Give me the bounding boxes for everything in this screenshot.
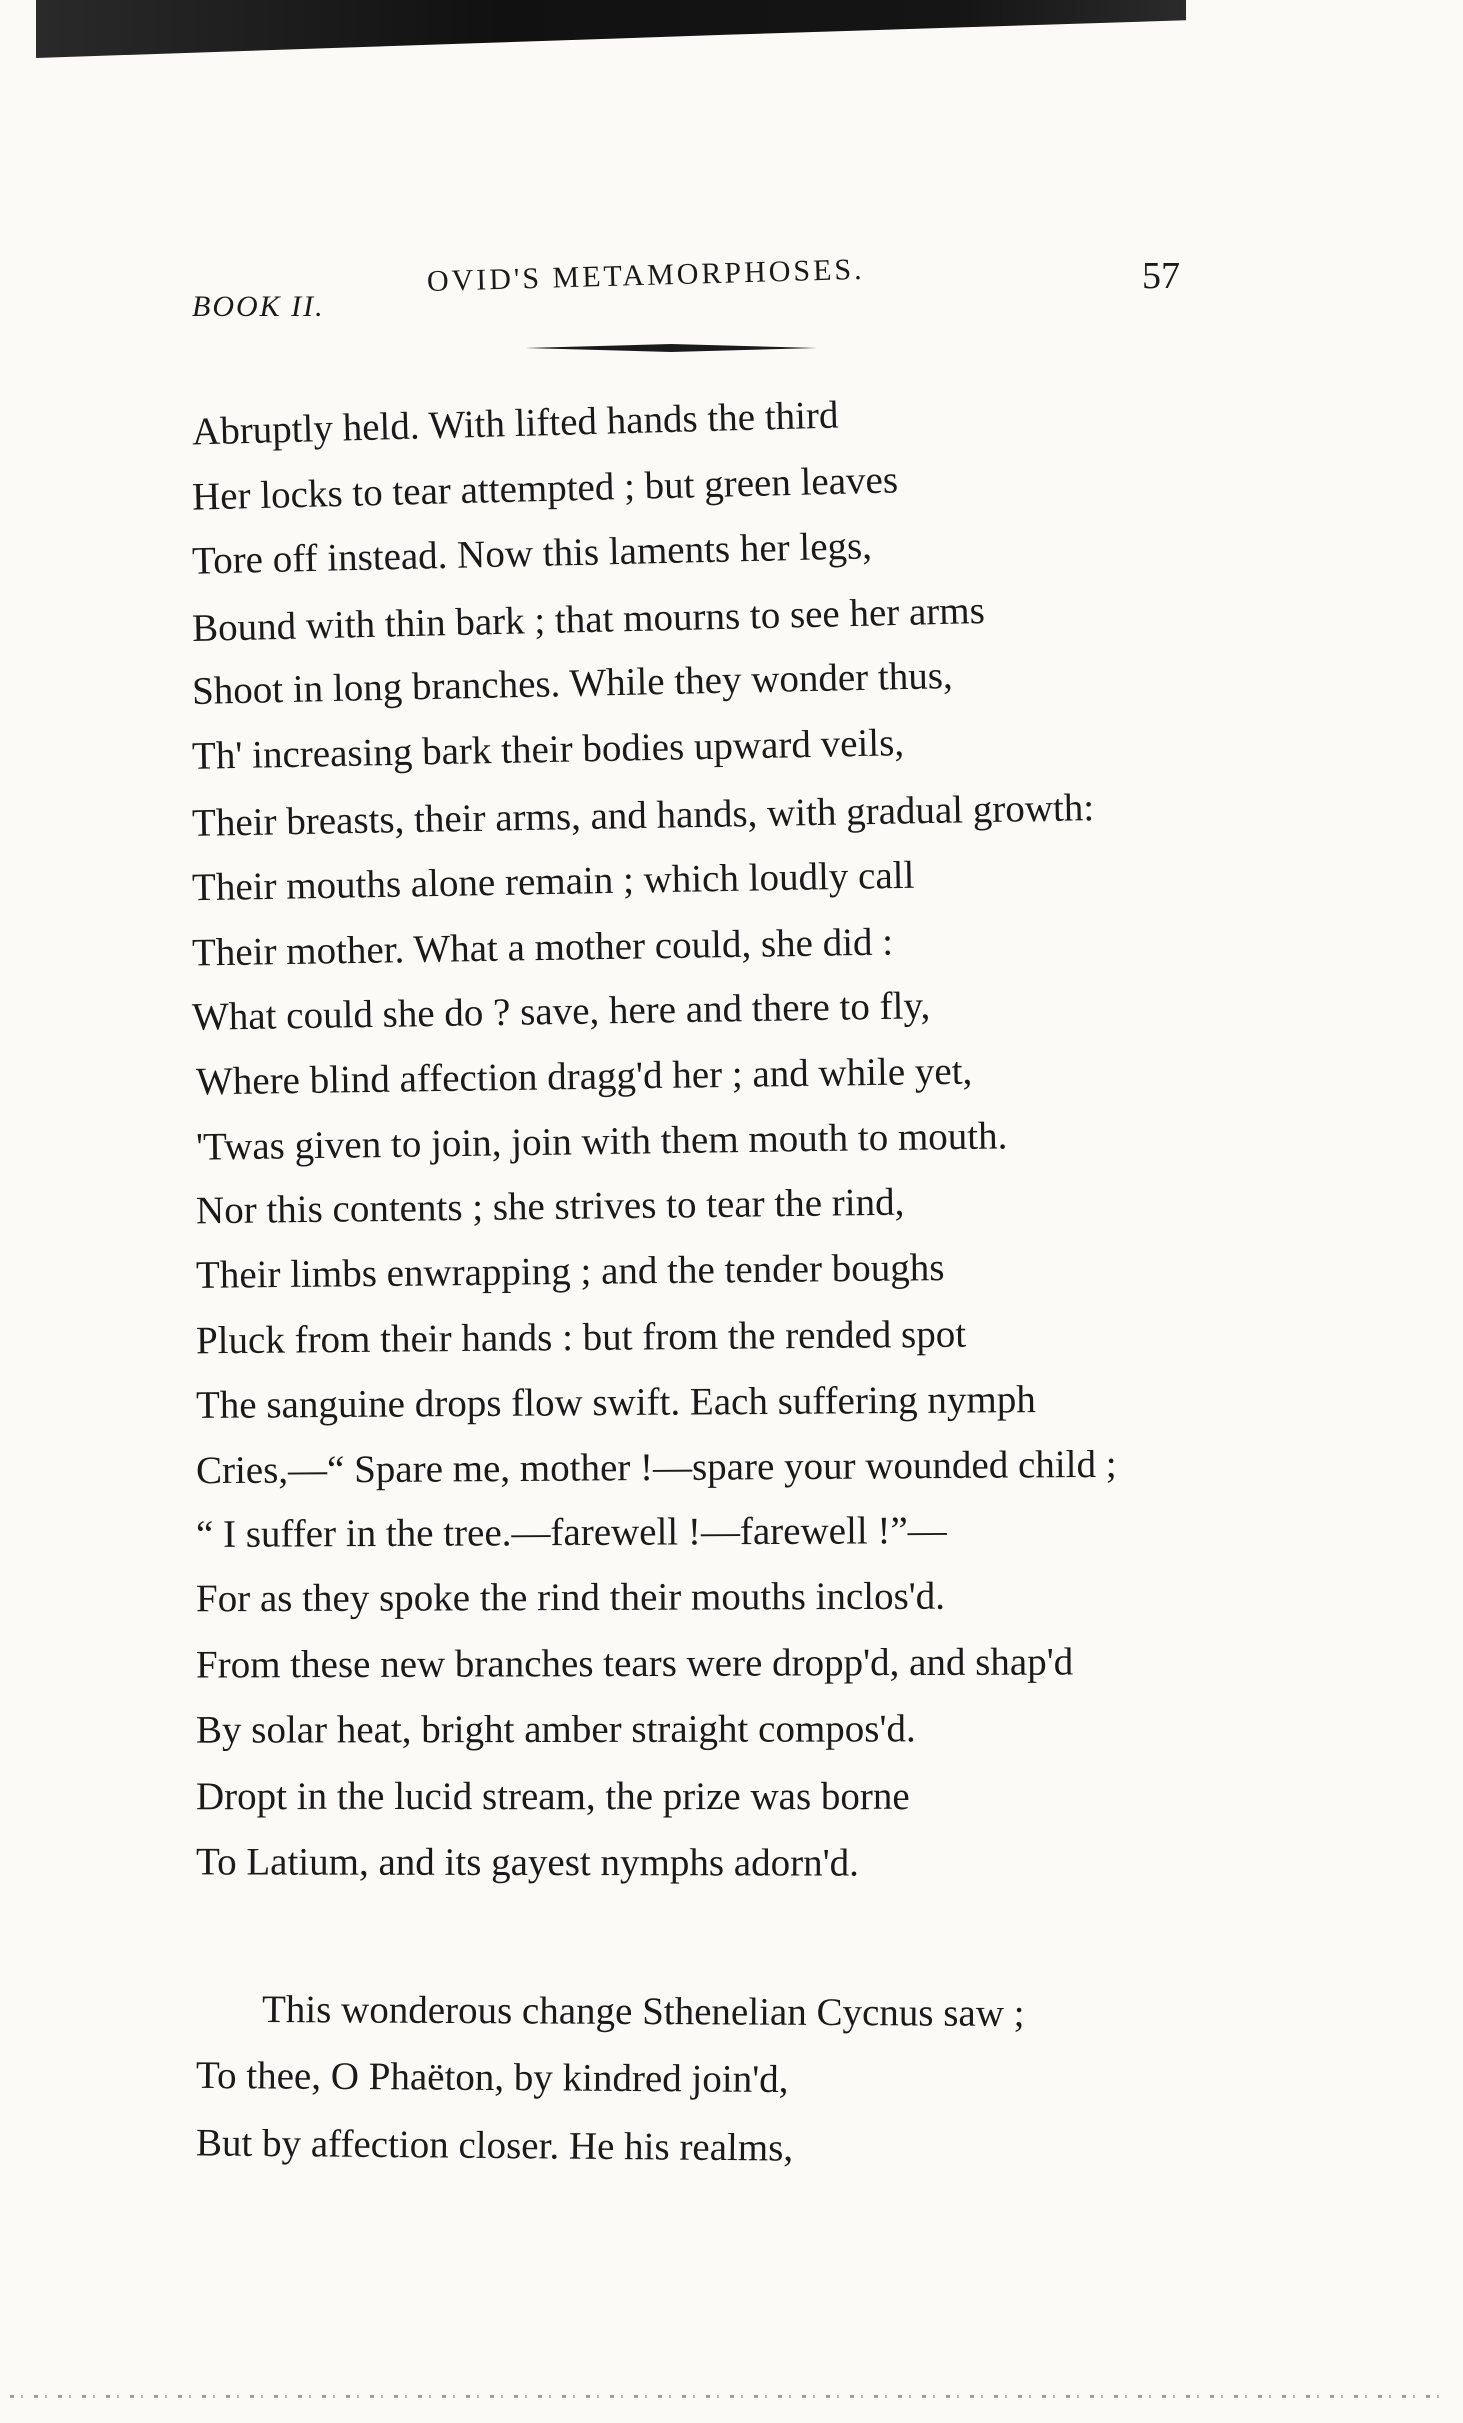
verse-line: To Latium, and its gayest nymphs adorn'd. — [195, 1840, 859, 1885]
scan-noise-edge — [10, 2395, 1450, 2398]
verse-line: Their mouths alone remain ; which loudly call — [191, 853, 915, 910]
verse-line: Cries,—“ Spare me, mother !—spare your wounded child ; — [195, 1442, 1117, 1493]
verse-line: Tore off instead. Now this laments her legs, — [191, 524, 873, 583]
verse-line: But by affection closer. He his realms, — [195, 2121, 794, 2170]
verse-line: By solar heat, bright amber straight compos'd. — [195, 1707, 916, 1752]
verse-line: This wonderous change Sthenelian Cycnus saw ; — [261, 1988, 1025, 2035]
verse-line: Her locks to tear attempted ; but green leaves — [191, 458, 899, 519]
verse-line: Their breasts, their arms, and hands, with gradual growth: — [191, 786, 1095, 845]
verse-line: Nor this contents ; she strives to tear the rind, — [195, 1180, 905, 1233]
verse-line: From these new branches tears were dropp'd, and shap'd — [195, 1640, 1074, 1687]
verse-line: 'Twas given to join, join with them mouth to mouth. — [195, 1114, 1008, 1169]
page-number: 57 — [1142, 255, 1180, 297]
verse-line: “ I suffer in the tree.—farewell !—farewell !”— — [195, 1509, 947, 1556]
verse-line: Dropt in the lucid stream, the prize was borne — [196, 1775, 910, 1818]
verse-line: Their mother. What a mother could, she did : — [191, 920, 894, 975]
verse-line: Th' increasing bark their bodies upward veils, — [191, 721, 905, 778]
verse-line: Shoot in long branches. While they wonder thus, — [191, 654, 954, 713]
verse-line: Where blind affection dragg'd her ; and while yet, — [195, 1049, 973, 1104]
verse-line: Their limbs enwrapping ; and the tender boughs — [195, 1246, 945, 1297]
running-title: OVID'S METAMORPHOSES. — [426, 252, 866, 298]
book-label: BOOK II. — [192, 290, 325, 323]
verse-line: Pluck from their hands : but from the rended spot — [195, 1312, 967, 1363]
verse-line: To thee, O Phaëton, by kindred join'd, — [195, 2053, 789, 2102]
verse-line: Abruptly held. With lifted hands the third — [191, 393, 839, 454]
verse-line: Bound with thin bark ; that mourns to see her arms — [191, 589, 986, 650]
verse-line: What could she do ? save, here and there to fly, — [191, 984, 931, 1039]
verse-line: For as they spoke the rind their mouths inclos'd. — [195, 1574, 946, 1621]
verse-line: The sanguine drops flow swift. Each suffering nymph — [195, 1378, 1036, 1427]
